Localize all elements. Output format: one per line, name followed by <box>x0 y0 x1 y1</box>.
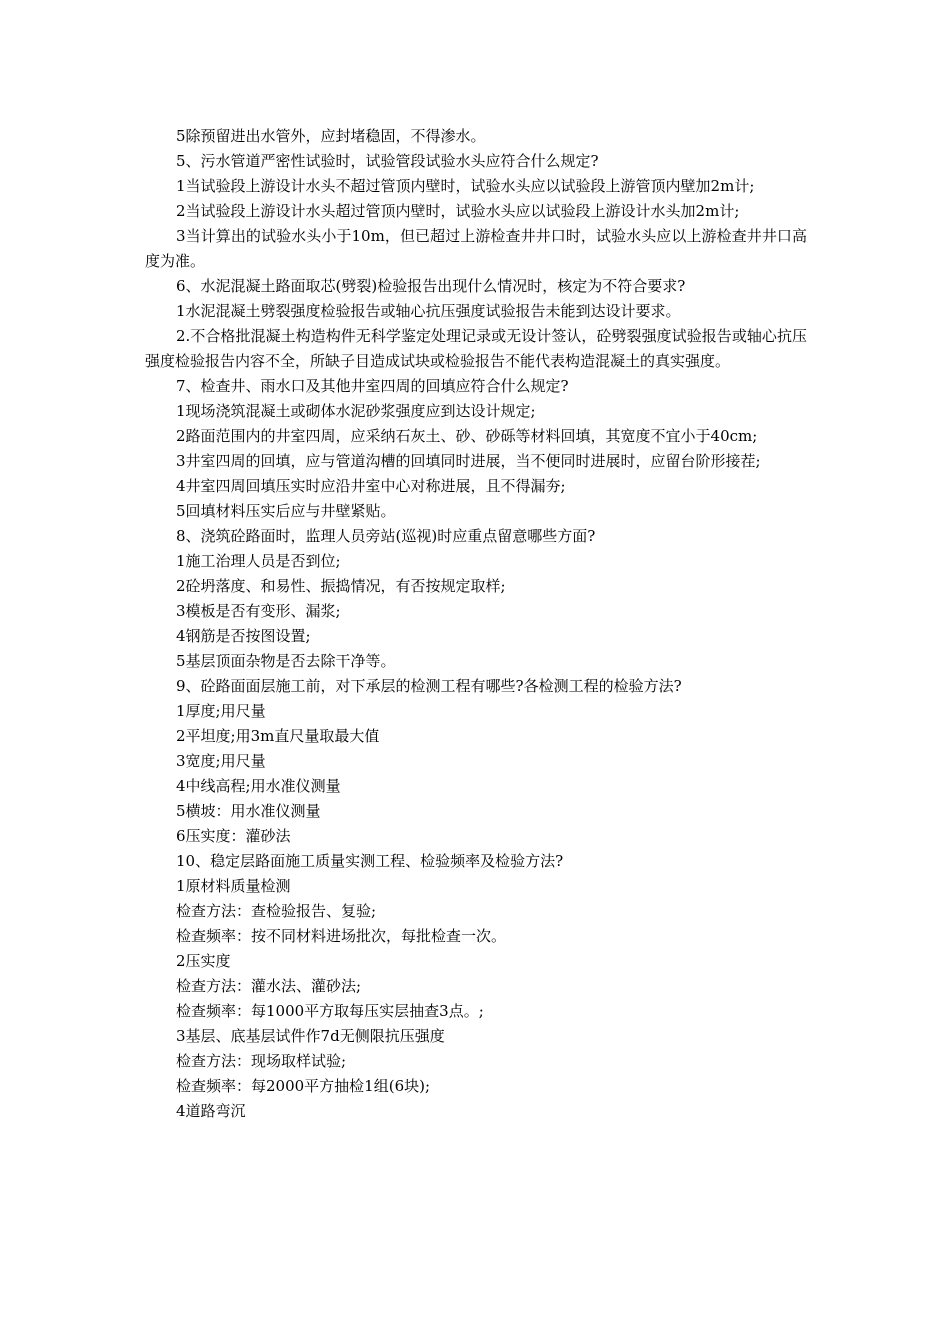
paragraph: 3当计算出的试验水头小于10m，但已超过上游检查井井口时，试验水头应以上游检查井井口高度为准。 <box>145 227 807 270</box>
paragraph: 检查频率：每1000平方取每压实层抽查3点。; <box>176 1002 484 1020</box>
question-heading: 10、稳定层路面施工质量实测工程、检验频率及检验方法? <box>176 852 564 870</box>
paragraph: 3宽度;用尺量 <box>176 752 266 770</box>
paragraph: 2当试验段上游设计水头超过管顶内壁时，试验水头应以试验段上游设计水头加2m计; <box>176 202 740 220</box>
paragraph: 1水泥混凝土劈裂强度检验报告或轴心抗压强度试验报告未能到达设计要求。 <box>176 302 681 320</box>
paragraph: 2.不合格批混凝土构造构件无科学鉴定处理记录或无设计签认，砼劈裂强度试验报告或轴心抗压强度检验报告内容不全，所缺子目造成试块或检验报告不能代表构造混凝土的真实强度。 <box>145 327 807 370</box>
document-body <box>145 124 807 1124</box>
paragraph: 1当试验段上游设计水头不超过管顶内壁时，试验水头应以试验段上游管顶内壁加2m计; <box>176 177 755 195</box>
question-heading: 8、浇筑砼路面时，监理人员旁站(巡视)时应重点留意哪些方面? <box>176 527 596 545</box>
paragraph: 5基层顶面杂物是否去除干净等。 <box>176 652 396 670</box>
paragraph: 1原材料质量检测 <box>176 877 291 895</box>
paragraph: 4钢筋是否按图设置; <box>176 627 311 645</box>
paragraph: 2砼坍落度、和易性、振捣情况，有否按规定取样; <box>176 577 506 595</box>
paragraph: 1现场浇筑混凝土或砌体水泥砂浆强度应到达设计规定; <box>176 402 536 420</box>
paragraph: 检查方法：查检验报告、复验; <box>176 902 377 920</box>
paragraph: 检查方法：灌水法、灌砂法; <box>176 977 362 995</box>
paragraph: 检查频率：按不同材料进场批次，每批检查一次。 <box>176 927 507 945</box>
question-heading: 9、砼路面面层施工前，对下承层的检测工程有哪些?各检测工程的检验方法? <box>176 677 682 695</box>
paragraph: 4中线高程;用水准仪测量 <box>176 777 341 795</box>
question-heading: 5、污水管道严密性试验时，试验管段试验水头应符合什么规定? <box>176 152 599 170</box>
paragraph: 5除预留进出水管外，应封堵稳固，不得渗水。 <box>176 127 486 145</box>
paragraph: 2路面范围内的井室四周，应采纳石灰土、砂、砂砾等材料回填，其宽度不宜小于40cm; <box>176 427 758 445</box>
question-heading: 7、检查井、雨水口及其他井室四周的回填应符合什么规定? <box>176 377 569 395</box>
paragraph: 4井室四周回填压实时应沿井室中心对称进展，且不得漏夯; <box>176 477 566 495</box>
paragraph: 5横坡：用水准仪测量 <box>176 802 321 820</box>
paragraph: 2平坦度;用3m直尺量取最大值 <box>176 727 380 745</box>
paragraph: 3基层、底基层试件作7d无侧限抗压强度 <box>176 1027 445 1045</box>
paragraph: 3井室四周的回填，应与管道沟槽的回填同时进展，当不便同时进展时，应留台阶形接茬; <box>176 452 761 470</box>
paragraph: 3模板是否有变形、漏浆; <box>176 602 341 620</box>
paragraph: 1厚度;用尺量 <box>176 702 266 720</box>
paragraph: 2压实度 <box>176 952 231 970</box>
paragraph: 6压实度：灌砂法 <box>176 827 291 845</box>
paragraph: 4道路弯沉 <box>176 1102 246 1120</box>
paragraph: 5回填材料压实后应与井壁紧贴。 <box>176 502 396 520</box>
paragraph: 1施工治理人员是否到位; <box>176 552 341 570</box>
question-heading: 6、水泥混凝土路面取芯(劈裂)检验报告出现什么情况时，核定为不符合要求? <box>176 277 686 295</box>
paragraph: 检查方法：现场取样试验; <box>176 1052 347 1070</box>
paragraph: 检查频率：每2000平方抽检1组(6块); <box>176 1077 431 1095</box>
